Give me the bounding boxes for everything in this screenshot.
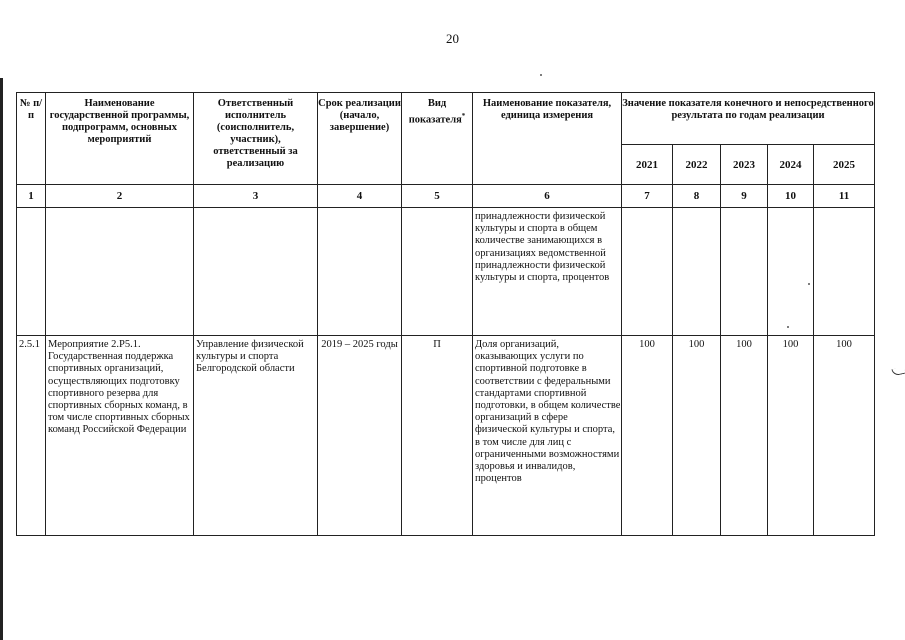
table-row bbox=[17, 336, 875, 536]
scan-speck bbox=[540, 74, 542, 76]
header-executor: Ответственный исполнитель (соисполнитель, участник), ответственный за реализацию bbox=[194, 93, 318, 185]
header-year: 2023 bbox=[721, 145, 768, 185]
header-indicator: Наименование показателя, единица измерения bbox=[473, 93, 622, 185]
cell-value: 100 bbox=[673, 336, 721, 536]
cell-value bbox=[814, 208, 875, 336]
cell-value bbox=[673, 208, 721, 336]
column-number: 2 bbox=[46, 185, 194, 208]
cell-num bbox=[17, 208, 46, 336]
column-number: 5 bbox=[402, 185, 473, 208]
column-number: 11 bbox=[814, 185, 875, 208]
cell-kind: П bbox=[402, 336, 473, 536]
cell-executor: Управление физической культуры и спорта Белгородской области bbox=[194, 336, 318, 536]
table-row bbox=[17, 208, 875, 336]
cell-name: Мероприятие 2.Р5.1. Государственная поддержка спортивных организаций, осуществляющих подготовку спортивного резерва для спортивных сборных команд, в том числе спортивных сборных команд Российской Федерации bbox=[46, 336, 194, 536]
column-number: 10 bbox=[768, 185, 814, 208]
cell-indicator: Доля организаций, оказывающих услуги по спортивной подготовке в соответствии с федеральными стандартами спортивной подготовки, в общем количестве организаций в сфере физической культуры и спорта, в том числе для лиц с ограниченными возможностями здоровья и инвалидов, процентов bbox=[473, 336, 622, 536]
header-year: 2021 bbox=[622, 145, 673, 185]
column-number: 3 bbox=[194, 185, 318, 208]
column-number: 1 bbox=[17, 185, 46, 208]
cell-term: 2019 – 2025 годы bbox=[318, 336, 402, 536]
column-number: 7 bbox=[622, 185, 673, 208]
header-kind-label: Вид показателя bbox=[408, 98, 462, 126]
column-number: 8 bbox=[673, 185, 721, 208]
header-name: Наименование государственной программы, подпрограмм, основных мероприятий bbox=[46, 93, 194, 185]
cell-value: 100 bbox=[814, 336, 875, 536]
header-term: Срок реализации (начало, завершение) bbox=[318, 93, 402, 185]
header-values-group: Значение показателя конечного и непосредственного результата по годам реализации bbox=[622, 93, 875, 145]
program-table bbox=[16, 92, 875, 536]
header-num: № п/п bbox=[17, 93, 46, 185]
cell-name bbox=[46, 208, 194, 336]
page-number: 20 bbox=[446, 31, 459, 46]
cell-kind bbox=[402, 208, 473, 336]
header-year: 2025 bbox=[814, 145, 875, 185]
cell-value bbox=[768, 208, 814, 336]
header-kind-footnote-mark: * bbox=[461, 112, 466, 120]
column-number: 4 bbox=[318, 185, 402, 208]
header-kind bbox=[402, 93, 473, 185]
cell-value bbox=[721, 208, 768, 336]
column-number: 9 bbox=[721, 185, 768, 208]
cell-value bbox=[622, 208, 673, 336]
column-number: 6 bbox=[473, 185, 622, 208]
cell-value: 100 bbox=[622, 336, 673, 536]
header-year: 2024 bbox=[768, 145, 814, 185]
header-year: 2022 bbox=[673, 145, 721, 185]
cell-value: 100 bbox=[721, 336, 768, 536]
scan-mark bbox=[891, 367, 905, 377]
scan-edge-line bbox=[0, 78, 3, 640]
cell-indicator: принадлежности физической культуры и спорта в общем количестве занимающихся в организациях ведомственной принадлежности физической культуры и спорта, процентов bbox=[473, 208, 622, 336]
cell-value: 100 bbox=[768, 336, 814, 536]
cell-executor bbox=[194, 208, 318, 336]
cell-term bbox=[318, 208, 402, 336]
cell-num: 2.5.1 bbox=[17, 336, 46, 536]
